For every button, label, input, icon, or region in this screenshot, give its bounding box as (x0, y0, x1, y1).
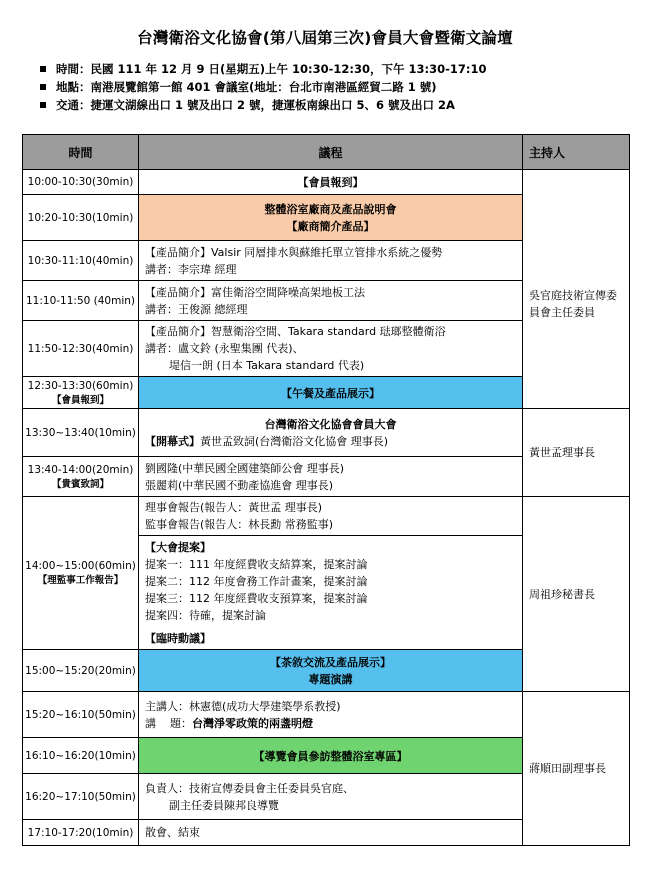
time-cell: 15:20~16:10(50min) (23, 692, 139, 738)
host-cell-2: 黃世孟理事長 (523, 409, 630, 497)
table-row (23, 409, 630, 457)
agenda-cell: 【大會提案】 提案一：111 年度經費收支結算案，提案討論 提案二：112 年度會務工作計畫案，提案討論 提案三：112 年度經費收支預算案，提案討論 提案四：待確，提案討論 【臨時動議】 (139, 536, 523, 650)
time-cell: 10:30-11:10(40min) (23, 241, 139, 281)
agenda-cell: 台灣衛浴文化協會會員大會 【開幕式】黃世孟致詞(台灣衛浴文化協會 理事長) (139, 409, 523, 457)
table-row (23, 692, 630, 738)
info-time: 時間：民國 111 年 12 月 9 日(星期五)上午 10:30-12:30，下午 13:30-17:10 (36, 60, 636, 78)
agenda-cell: 理事會報告(報告人：黃世孟 理事長) 監事會報告(報告人：林長勳 常務監事) (139, 497, 523, 536)
page-title: 台灣衛浴文化協會(第八屆第三次)會員大會暨衛文論壇 (137, 29, 513, 47)
time-cell: 10:20-10:30(10min) (23, 195, 139, 241)
time-cell: 14:00~15:00(60min) 【理監事工作報告】 (23, 497, 139, 650)
info-place: 地點：南港展覽館第一館 401 會議室(地址：台北市南港區經貿二路 1 號) (36, 78, 636, 96)
header-agenda: 議程 (139, 135, 523, 170)
time-cell: 11:50-12:30(40min) (23, 321, 139, 377)
event-info (36, 60, 636, 114)
time-cell: 10:00-10:30(30min) (23, 170, 139, 195)
bullet-square-icon (40, 66, 46, 72)
bullet-square-icon (40, 102, 46, 108)
table-row (23, 497, 630, 536)
header-time: 時間 (23, 135, 139, 170)
host-cell-4: 蔣順田副理事長 (523, 692, 630, 846)
agenda-table (22, 134, 630, 846)
agenda-cell: 負責人：技術宣傳委員會主任委員吳官庭、 副主任委員陳邦良導覽 (139, 774, 523, 820)
time-cell: 16:10~16:20(10min) (23, 738, 139, 774)
agenda-cell: 劉國隆(中華民國全國建築師公會 理事長) 張麗莉(中華民國不動產協進會 理事長) (139, 457, 523, 497)
host-cell-3: 周祖珍秘書長 (523, 497, 630, 692)
time-cell: 15:00~15:20(20min) (23, 650, 139, 692)
time-cell: 12:30-13:30(60min) 【會員報到】 (23, 377, 139, 409)
agenda-cell: 【茶敘交流及產品展示】 專題演講 (139, 650, 523, 692)
time-cell: 16:20~17:10(50min) (23, 774, 139, 820)
agenda-cell: 主講人：林憲德(成功大學建築學系教授) 講 題：台灣淨零政策的兩盞明燈 (139, 692, 523, 738)
agenda-cell: 散會、結束 (139, 820, 523, 846)
host-cell-1: 吳官庭技術宣傳委員會主任委員 (523, 170, 630, 409)
agenda-cell: 【午餐及產品展示】 (139, 377, 523, 409)
agenda-cell: 【產品簡介】智慧衛浴空間、Takara standard 琺瑯整體衛浴 講者：盧文鈴 (永聖集團 代表)、 堤信一朗 (日本 Takara standard 代表) (139, 321, 523, 377)
time-cell: 11:10-11:50 (40min) (23, 281, 139, 321)
agenda-cell: 【會員報到】 (139, 170, 523, 195)
table-row (23, 170, 630, 195)
agenda-cell: 【產品簡介】富佳衛浴空間降噪高架地板工法 講者：王俊源 總經理 (139, 281, 523, 321)
time-cell: 13:40-14:00(20min) 【貴賓致詞】 (23, 457, 139, 497)
agenda-cell: 【產品簡介】Valsir 同層排水與蘇維托單立管排水系統之優勢 講者：李宗瑋 經理 (139, 241, 523, 281)
agenda-cell: 【導覽會員參訪整體浴室專區】 (139, 738, 523, 774)
bullet-square-icon (40, 84, 46, 90)
header-host: 主持人 (523, 135, 630, 170)
table-header-row (23, 135, 630, 170)
agenda-cell: 整體浴室廠商及產品說明會 【廠商簡介產品】 (139, 195, 523, 241)
info-transport: 交通：捷運文湖線出口 1 號及出口 2 號，捷運板南線出口 5、6 號及出口 2A (36, 96, 636, 114)
time-cell: 17:10-17:20(10min) (23, 820, 139, 846)
time-cell: 13:30~13:40(10min) (23, 409, 139, 457)
